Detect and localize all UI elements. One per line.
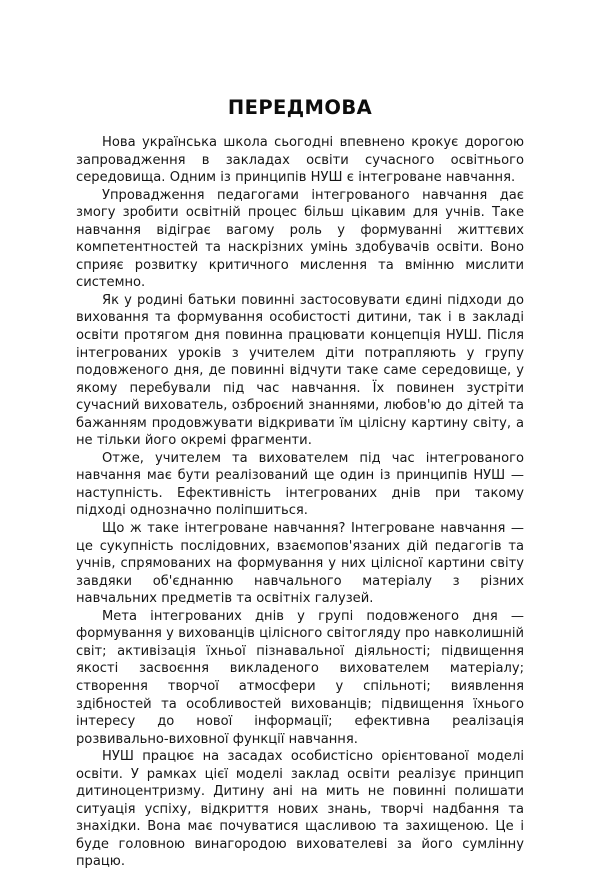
paragraph: Як у родині батьки повинні застосовувати єдині підходи до виховання та формування особистості дитини, так і в закладі освіти протягом дня повинна працювати концепція НУШ. Після інтегрованих уроків з учителем діти потрапляють у групу подовженого дня, де повинні відчути таке саме середовище, у якому перебували під час навчання. Їх повинен зустріти сучасний вихователь, озброєний знаннями, любов'ю до дітей та бажанням продовжувати відкривати їм цілісну картину світу, а не тільки його окремі фрагменти. bbox=[76, 292, 524, 449]
page-title: ПЕРЕДМОВА bbox=[227, 96, 373, 119]
paragraph: Мета інтегрованих днів у групі подовженого дня — формування у вихованців цілісного світогляду про навколишній світ; активізація їхньої пізнавальної діяльності; підвищення якості засвоєння викладеного вихователем матеріалу; створення творчої атмосфери у спільноті; виявлення здібностей та особливостей вихованців; підвищення їхнього інтересу до нової інформації; ефективна реалізація розвивально-виховної функції навчання. bbox=[76, 608, 524, 747]
paragraph: Нова українська школа сьогодні впевнено крокує дорогою запровадження в закладах освіти сучасного освітнього середовища. Одним із принципів НУШ є інтегроване навчання. bbox=[76, 135, 524, 186]
paragraph: Упровадження педагогами інтегрованого навчання дає змогу зробити освітній процес більш цікавим для учнів. Таке навчання відіграє вагому роль у формуванні життєвих компетентностей та наскрізних умінь здобувачів освіти. Воно сприяє розвитку критичного мислення та вмінню мислити системно. bbox=[76, 187, 524, 291]
body-text bbox=[76, 134, 524, 871]
paragraph: НУШ працює на засадах особистісно орієнтованої моделі освіти. У рамках цієї моделі заклад освіти реалізує принцип дитиноцентризму. Дитину ані на мить не повинні полишати ситуація успіху, відкриття нових знань, творчі надбання та знахідки. Вона має почуватися щасливою та захищеною. Це і буде головною винагородою вихователеві за його сумлінну працю. bbox=[76, 749, 524, 870]
paragraph: Що ж таке інтегроване навчання? Інтегроване навчання — це сукупність послідовних, взаємопов'язаних дій педагогів та учнів, спрямованих на формування у них цілісної картини світу завдяки об'єднанню навчального матеріалу з різних навчальних предметів та освітніх галузей. bbox=[76, 521, 524, 607]
text-column bbox=[76, 96, 524, 871]
paragraph: Отже, учителем та вихователем під час інтегрованого навчання має бути реалізований ще один із принципів НУШ — наступність. Ефективність інтегрованих днів при такому підході однозначно поліпшиться. bbox=[76, 450, 524, 519]
